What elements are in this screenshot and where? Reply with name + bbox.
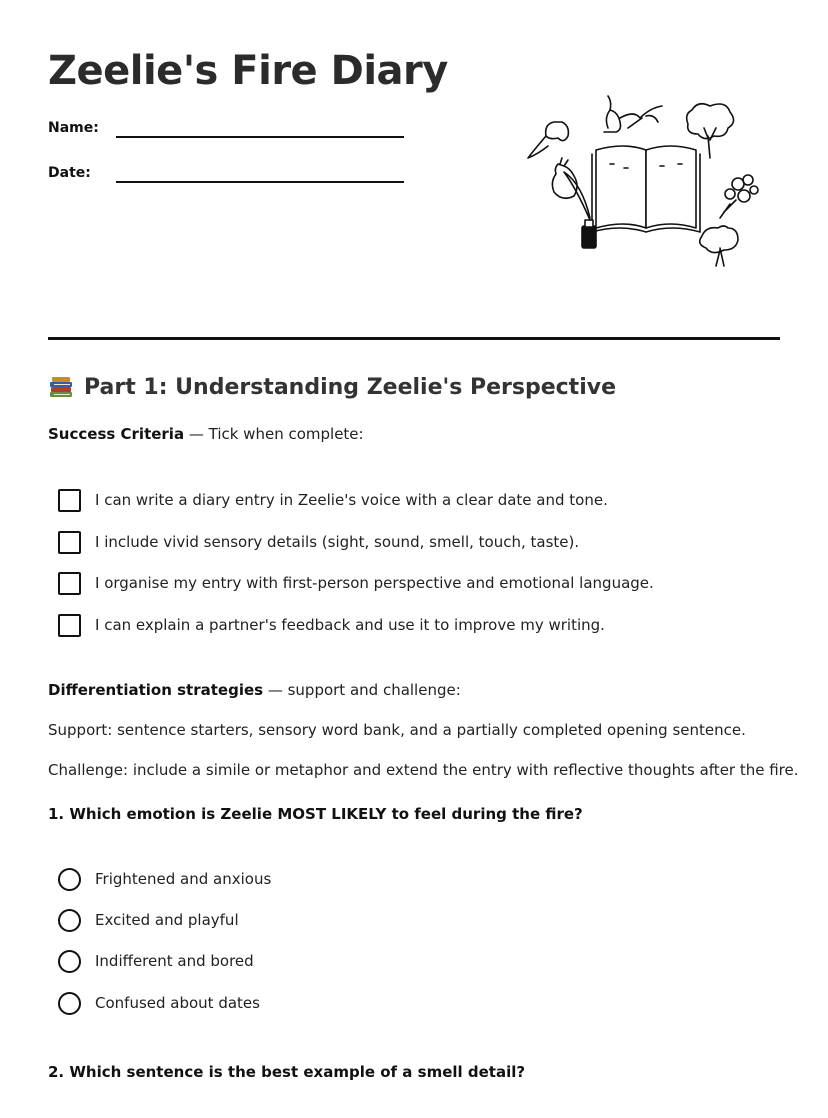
option-text: Frightened and anxious [95, 870, 272, 888]
page-title: Zeelie's Fire Diary [48, 48, 448, 94]
success-criteria-item[interactable] [58, 488, 608, 512]
checkbox[interactable] [58, 614, 81, 637]
small-tree-icon [700, 226, 738, 266]
radio-button[interactable] [58, 992, 81, 1015]
option-text: Confused about dates [95, 994, 260, 1012]
question-2: 2. Which sentence is the best example of a smell detail? [48, 1063, 526, 1081]
success-criteria-item[interactable] [58, 530, 579, 554]
differentiation-heading [48, 681, 461, 699]
flowering-gum-icon [720, 175, 758, 218]
option-text: Indifferent and bored [95, 952, 254, 970]
part1-title-text: Part 1: Understanding Zeelie's Perspective [84, 374, 616, 400]
open-book-icon [592, 146, 700, 232]
name-line[interactable] [116, 136, 404, 138]
part1-title [48, 374, 616, 400]
diary-illustration [524, 88, 764, 272]
section-divider [48, 337, 780, 340]
radio-button[interactable] [58, 909, 81, 932]
question-1: 1. Which emotion is Zeelie MOST LIKELY to feel during the fire? [48, 805, 583, 823]
date-field[interactable] [48, 161, 408, 191]
option-text: Excited and playful [95, 911, 239, 929]
answer-option[interactable] [58, 949, 254, 973]
radio-button[interactable] [58, 868, 81, 891]
success-criteria-suffix: — Tick when complete: [184, 425, 364, 443]
checkbox[interactable] [58, 489, 81, 512]
date-line[interactable] [116, 181, 404, 183]
criteria-text: I organise my entry with first-person perspective and emotional language. [95, 574, 654, 592]
challenge-text: Challenge: include a simile or metaphor and extend the entry with reflective thoughts after the fire. [48, 761, 799, 779]
support-text: Support: sentence starters, sensory word bank, and a partially completed opening sentence. [48, 721, 746, 739]
radio-button[interactable] [58, 950, 81, 973]
criteria-text: I include vivid sensory details (sight, sound, smell, touch, taste). [95, 533, 580, 551]
checkbox[interactable] [58, 572, 81, 595]
success-criteria-item[interactable] [58, 613, 605, 637]
name-field[interactable] [48, 116, 408, 146]
wallaby-icon [528, 122, 577, 198]
answer-option[interactable] [58, 867, 271, 891]
criteria-text: I can explain a partner's feedback and use it to improve my writing. [95, 616, 605, 634]
differentiation-label: Differentiation strategies [48, 681, 264, 699]
differentiation-suffix: — support and challenge: [263, 681, 461, 699]
kangaroo-icon [604, 96, 662, 132]
date-label: Date: [48, 165, 91, 181]
books-icon [48, 374, 74, 400]
success-criteria-item[interactable] [58, 571, 654, 595]
name-label: Name: [48, 120, 99, 136]
criteria-text: I can write a diary entry in Zeelie's voice with a clear date and tone. [95, 491, 608, 509]
success-criteria-label: Success Criteria [48, 425, 185, 443]
success-criteria-heading [48, 425, 364, 443]
answer-option[interactable] [58, 908, 239, 932]
answer-option[interactable] [58, 991, 260, 1015]
checkbox[interactable] [58, 531, 81, 554]
